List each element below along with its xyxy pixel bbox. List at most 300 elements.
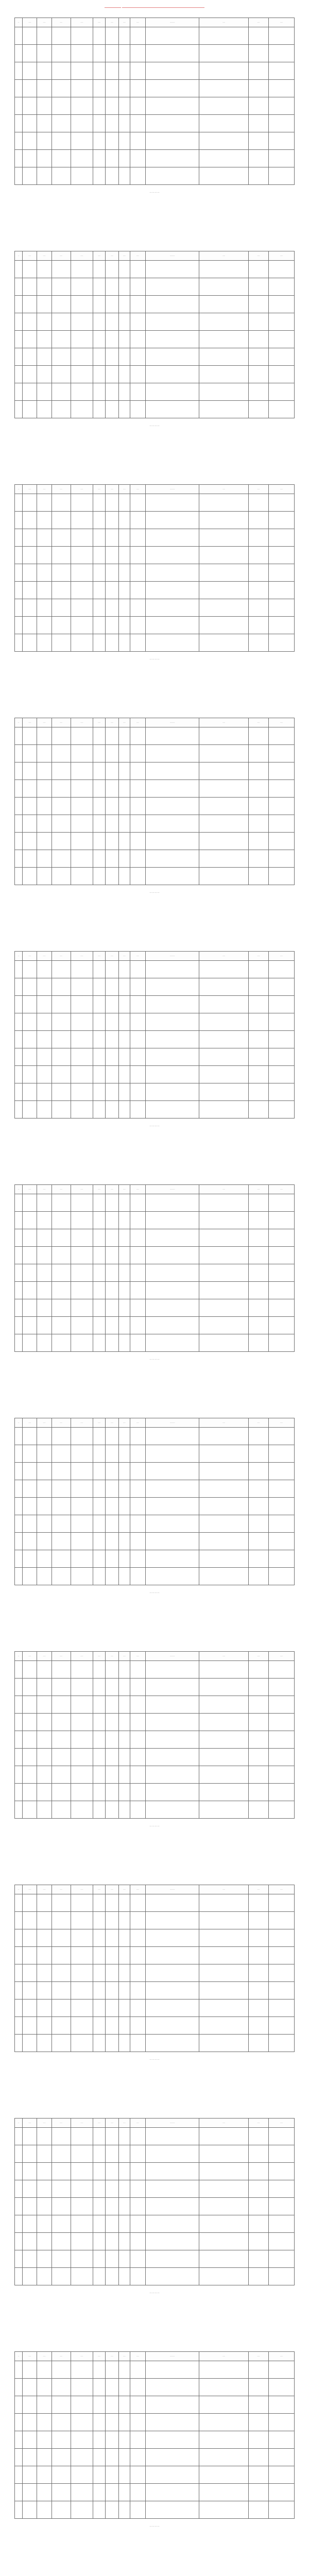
table-cell — [71, 2163, 93, 2180]
table-cell — [23, 850, 37, 868]
table-cell — [118, 167, 130, 185]
table-cell — [269, 2268, 295, 2285]
table-cell — [130, 1784, 145, 1801]
table-cell — [37, 331, 52, 348]
table-header-cell: —— — [269, 1418, 295, 1428]
table-cell — [71, 634, 93, 652]
table-cell — [146, 348, 199, 366]
table-cell — [269, 2180, 295, 2198]
table-cell — [199, 833, 249, 850]
table-cell — [52, 1299, 71, 1317]
table-cell — [93, 1229, 106, 1247]
table-cell — [71, 1194, 93, 1212]
table-cell — [118, 2145, 130, 2163]
table-cell — [130, 1749, 145, 1766]
table-cell — [146, 45, 199, 62]
table-cell — [248, 762, 268, 780]
table-cell — [93, 27, 106, 45]
table-cell — [37, 1964, 52, 1982]
table-cell — [199, 961, 249, 978]
table-cell — [15, 2361, 23, 2379]
table-row — [15, 62, 295, 80]
table-cell — [269, 1894, 295, 1912]
table-cell — [37, 2466, 52, 2484]
table-cell — [199, 45, 249, 62]
table-cell — [105, 348, 118, 366]
table-row — [15, 798, 295, 815]
table-cell — [248, 1194, 268, 1212]
table-cell — [71, 564, 93, 582]
table-cell — [71, 996, 93, 1013]
table-cell — [93, 2035, 106, 2052]
table-cell — [130, 97, 145, 115]
table-cell — [146, 1766, 199, 1784]
table-cell — [71, 1947, 93, 1964]
table-header-cell: —— — [269, 1185, 295, 1194]
table-cell — [199, 745, 249, 762]
table-header-cell: —— — [269, 1652, 295, 1661]
table-cell — [93, 2215, 106, 2233]
table-cell — [269, 1714, 295, 1731]
table-cell — [269, 1247, 295, 1264]
table-cell — [118, 512, 130, 529]
table-cell — [130, 798, 145, 815]
table-cell — [15, 547, 23, 564]
table-header-cell: —— — [23, 2352, 37, 2361]
table-cell — [248, 1982, 268, 1999]
table-cell — [130, 1731, 145, 1749]
table-cell — [105, 27, 118, 45]
table-cell — [15, 833, 23, 850]
table-cell — [93, 1031, 106, 1048]
table-cell — [269, 1101, 295, 1118]
table-cell — [269, 1568, 295, 1585]
table-cell — [248, 512, 268, 529]
table-cell — [199, 1749, 249, 1766]
table-cell — [248, 1661, 268, 1679]
table-cell — [23, 599, 37, 617]
table-cell — [15, 1282, 23, 1299]
table-cell — [105, 62, 118, 80]
table-cell — [71, 815, 93, 833]
table-page — [14, 951, 295, 1118]
table-cell — [146, 1749, 199, 1766]
table-header-cell: —— — [105, 18, 118, 27]
table-page — [14, 2118, 295, 2285]
table-cell — [23, 1299, 37, 1317]
table-cell — [93, 278, 106, 296]
table-cell — [15, 868, 23, 885]
table-cell — [105, 261, 118, 278]
table-cell — [199, 1982, 249, 1999]
table-cell — [146, 1696, 199, 1714]
table-cell — [52, 401, 71, 418]
table-cell — [52, 1784, 71, 1801]
table-cell — [15, 1299, 23, 1317]
table-cell — [23, 2396, 37, 2414]
table-cell — [269, 2250, 295, 2268]
table-header-cell: —— — [248, 2352, 268, 2361]
table-cell — [23, 80, 37, 97]
table-cell — [23, 2163, 37, 2180]
table-cell — [130, 634, 145, 652]
table-cell — [15, 2501, 23, 2519]
table-page — [14, 718, 295, 885]
table-cell — [37, 1801, 52, 1819]
table-cell — [105, 1661, 118, 1679]
table-cell — [105, 1749, 118, 1766]
table-row — [15, 1784, 295, 1801]
table-cell — [105, 1212, 118, 1229]
table-cell — [15, 1661, 23, 1679]
table-header-cell: —— — [199, 1418, 249, 1428]
table-header-cell: —— — [93, 1885, 106, 1894]
table-cell — [118, 1317, 130, 1334]
table-cell — [105, 1533, 118, 1550]
table-cell — [93, 132, 106, 150]
table-cell — [105, 1982, 118, 1999]
table-header-cell: —— — [118, 1418, 130, 1428]
table-cell — [93, 512, 106, 529]
table-header-cell: —— — [199, 1885, 249, 1894]
table-cell — [248, 2268, 268, 2285]
table-cell — [52, 1083, 71, 1101]
table-cell — [37, 383, 52, 401]
table-cell — [71, 2484, 93, 2501]
table-row — [15, 1445, 295, 1463]
table-row — [15, 150, 295, 167]
table-cell — [52, 547, 71, 564]
table-header-cell: —— — [23, 718, 37, 727]
table-cell — [93, 2361, 106, 2379]
table-cell — [118, 1428, 130, 1445]
table-row — [15, 1048, 295, 1066]
table-cell — [15, 1947, 23, 1964]
table-cell — [130, 582, 145, 599]
table-cell — [269, 1083, 295, 1101]
table-header-cell: — — [15, 1652, 23, 1661]
table-cell — [130, 167, 145, 185]
table-cell — [118, 1282, 130, 1299]
table-cell — [52, 1766, 71, 1784]
table-header-cell: —— — [71, 1885, 93, 1894]
table-cell — [146, 2215, 199, 2233]
table-row — [15, 1731, 295, 1749]
table-cell — [37, 2233, 52, 2250]
table-cell — [118, 1083, 130, 1101]
table-header-cell: —— — [248, 952, 268, 961]
table-cell — [15, 1334, 23, 1352]
table-cell — [130, 366, 145, 383]
table-cell — [71, 331, 93, 348]
table-cell — [15, 1317, 23, 1334]
table-cell — [93, 996, 106, 1013]
table-row — [15, 599, 295, 617]
table-cell — [199, 564, 249, 582]
table-cell — [269, 1299, 295, 1317]
table-cell — [37, 762, 52, 780]
table-header-cell: —— — [52, 1418, 71, 1428]
table-cell — [15, 1999, 23, 2017]
table-cell — [52, 617, 71, 634]
table-header-cell: —— — [118, 251, 130, 261]
table-cell — [52, 115, 71, 132]
table-row — [15, 2431, 295, 2449]
table-cell — [146, 2396, 199, 2414]
table-cell — [248, 1212, 268, 1229]
table-header-cell: ———— — [146, 1652, 199, 1661]
table-cell — [130, 2449, 145, 2466]
table-cell — [15, 1696, 23, 1714]
table-cell — [37, 564, 52, 582]
table-cell — [71, 1784, 93, 1801]
table-header-cell: —— — [105, 485, 118, 494]
table-cell — [52, 2017, 71, 2035]
table-cell — [269, 331, 295, 348]
table-cell — [37, 512, 52, 529]
table-cell — [93, 313, 106, 331]
table-cell — [93, 599, 106, 617]
table-cell — [23, 132, 37, 150]
table-cell — [15, 1929, 23, 1947]
table-cell — [130, 762, 145, 780]
table-cell — [37, 2396, 52, 2414]
table-page — [14, 1418, 295, 1585]
table-cell — [71, 547, 93, 564]
table-cell — [118, 798, 130, 815]
table-cell — [199, 1731, 249, 1749]
table-cell — [199, 2361, 249, 2379]
table-cell — [71, 261, 93, 278]
table-cell — [248, 27, 268, 45]
table-cell — [118, 815, 130, 833]
table-cell — [199, 97, 249, 115]
table-cell — [130, 1101, 145, 1118]
table-cell — [199, 1101, 249, 1118]
table-cell — [130, 115, 145, 132]
table-cell — [118, 366, 130, 383]
table-cell — [52, 1445, 71, 1463]
table-cell — [248, 296, 268, 313]
table-cell — [37, 1929, 52, 1947]
table-row — [15, 1912, 295, 1929]
table-cell — [105, 1515, 118, 1533]
table-header-cell: —— — [105, 1418, 118, 1428]
table-cell — [15, 1533, 23, 1550]
table-cell — [146, 529, 199, 547]
table-cell — [93, 2017, 106, 2035]
table-cell — [269, 132, 295, 150]
table-header-cell: ———— — [146, 2352, 199, 2361]
table-cell — [130, 727, 145, 745]
table-cell — [105, 1264, 118, 1282]
table-cell — [52, 1463, 71, 1480]
table-cell — [199, 1013, 249, 1031]
table-cell — [105, 2017, 118, 2035]
table-cell — [105, 1101, 118, 1118]
table-cell — [15, 634, 23, 652]
table-row — [15, 348, 295, 366]
table-header-cell: ———— — [146, 18, 199, 27]
table-cell — [248, 2145, 268, 2163]
table-cell — [37, 529, 52, 547]
table-cell — [93, 1894, 106, 1912]
table-row — [15, 1317, 295, 1334]
table-cell — [199, 512, 249, 529]
table-cell — [118, 1964, 130, 1982]
table-cell — [93, 1964, 106, 1982]
table-cell — [248, 2180, 268, 2198]
table-cell — [118, 348, 130, 366]
table-cell — [37, 1229, 52, 1247]
table-cell — [248, 2466, 268, 2484]
table-header-cell: —— — [93, 18, 106, 27]
table-cell — [146, 1101, 199, 1118]
table-cell — [52, 348, 71, 366]
table-cell — [23, 1533, 37, 1550]
page-footer: — — — — — [149, 2058, 160, 2060]
table-header-cell: —— — [52, 18, 71, 27]
table-cell — [15, 727, 23, 745]
table-cell — [105, 868, 118, 885]
table-cell — [105, 2128, 118, 2145]
table-cell — [199, 2250, 249, 2268]
table-cell — [93, 2431, 106, 2449]
table-row — [15, 132, 295, 150]
table-cell — [269, 62, 295, 80]
table-cell — [52, 1101, 71, 1118]
table-cell — [146, 850, 199, 868]
table-header-cell: —— — [23, 1418, 37, 1428]
table-cell — [37, 2431, 52, 2449]
table-cell — [93, 798, 106, 815]
table-cell — [37, 494, 52, 512]
table-cell — [146, 2198, 199, 2215]
table-cell — [130, 1568, 145, 1585]
table-cell — [130, 1801, 145, 1819]
table-cell — [248, 1801, 268, 1819]
table-cell — [23, 1445, 37, 1463]
table-cell — [93, 1515, 106, 1533]
table-cell — [37, 1766, 52, 1784]
table-cell — [52, 745, 71, 762]
table-cell — [118, 1247, 130, 1264]
table-cell — [146, 1801, 199, 1819]
table-cell — [15, 313, 23, 331]
table-cell — [248, 97, 268, 115]
table-cell — [269, 80, 295, 97]
table-cell — [248, 1964, 268, 1982]
table-cell — [52, 2198, 71, 2215]
table-cell — [146, 727, 199, 745]
table-cell — [269, 97, 295, 115]
table-cell — [37, 1480, 52, 1498]
table-cell — [269, 1264, 295, 1282]
table-cell — [37, 833, 52, 850]
table-cell — [269, 1801, 295, 1819]
table-cell — [93, 62, 106, 80]
table-cell — [199, 1515, 249, 1533]
table-cell — [248, 1101, 268, 1118]
table-cell — [269, 167, 295, 185]
table-cell — [15, 1066, 23, 1083]
table-cell — [52, 1982, 71, 1999]
table-cell — [71, 1101, 93, 1118]
table-cell — [15, 1247, 23, 1264]
table-cell — [37, 261, 52, 278]
table-cell — [71, 383, 93, 401]
table-header-cell: —— — [118, 718, 130, 727]
table-cell — [199, 2431, 249, 2449]
table-row — [15, 727, 295, 745]
table-row — [15, 1947, 295, 1964]
table-cell — [105, 815, 118, 833]
table-cell — [269, 1749, 295, 1766]
page-footer: — — — — — [149, 891, 160, 893]
table-header-cell: —— — [71, 1185, 93, 1194]
table-cell — [71, 850, 93, 868]
table-cell — [118, 634, 130, 652]
table-cell — [23, 1947, 37, 1964]
table-header-cell: ———— — [146, 485, 199, 494]
table-header-cell: —— — [93, 2352, 106, 2361]
table-cell — [118, 1568, 130, 1585]
table-header-cell: ———— — [146, 1185, 199, 1194]
table-cell — [146, 617, 199, 634]
table-cell — [52, 1031, 71, 1048]
table-cell — [15, 850, 23, 868]
table-cell — [23, 2128, 37, 2145]
table-cell — [199, 261, 249, 278]
table-row — [15, 2361, 295, 2379]
table-header-cell: —— — [37, 1185, 52, 1194]
table-page — [14, 484, 295, 652]
table-cell — [15, 115, 23, 132]
table-cell — [71, 80, 93, 97]
table-cell — [105, 1083, 118, 1101]
table-cell — [269, 2466, 295, 2484]
table-cell — [199, 2466, 249, 2484]
table-header-cell: — — [15, 952, 23, 961]
table-cell — [52, 1229, 71, 1247]
table-cell — [23, 727, 37, 745]
table-cell — [15, 2484, 23, 2501]
table-cell — [118, 599, 130, 617]
table-header-cell: —— — [52, 251, 71, 261]
table-cell — [15, 1964, 23, 1982]
table-cell — [15, 780, 23, 798]
table-cell — [93, 97, 106, 115]
table-cell — [93, 1013, 106, 1031]
table-cell — [93, 2268, 106, 2285]
table-header-cell: —— — [52, 1652, 71, 1661]
table-header-cell: —— — [269, 1885, 295, 1894]
table-header-cell: —— — [52, 485, 71, 494]
table-cell — [23, 2017, 37, 2035]
table-cell — [23, 2361, 37, 2379]
table-header-cell: — — [15, 718, 23, 727]
table-cell — [130, 45, 145, 62]
table-cell — [118, 1194, 130, 1212]
table-cell — [71, 1013, 93, 1031]
table-header-cell: —— — [130, 1652, 145, 1661]
table-cell — [71, 1428, 93, 1445]
table-cell — [248, 45, 268, 62]
table-cell — [93, 150, 106, 167]
table-row — [15, 2017, 295, 2035]
table-cell — [248, 115, 268, 132]
table-cell — [248, 1679, 268, 1696]
